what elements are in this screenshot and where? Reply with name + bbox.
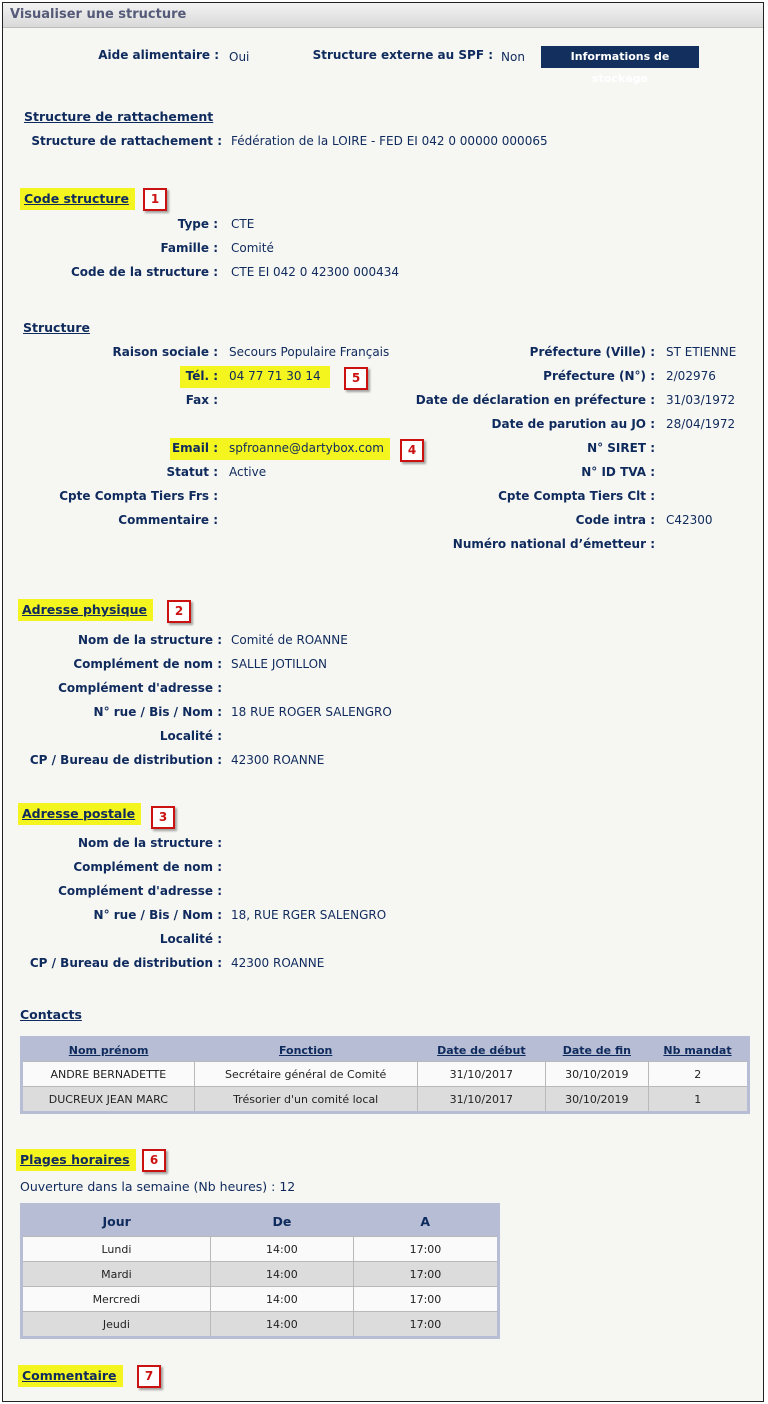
physique-complement-adresse-label: Complément d'adresse : (58, 681, 222, 695)
plage-de: 14:00 (210, 1237, 353, 1262)
code-structure-label: Code de la structure : (70, 265, 218, 279)
section-structure-rattachement: Structure de rattachement (24, 109, 214, 124)
annotation-badge-7: 7 (137, 1365, 161, 1388)
contact-nom: DUCREUX JEAN MARC (22, 1087, 195, 1113)
tel-label: Tél. : (185, 369, 218, 383)
tel-value: 04 77 71 30 14 (229, 369, 321, 383)
raison-sociale-value: Secours Populaire Français (229, 345, 390, 359)
structure-rattachement-label: Structure de rattachement : (31, 134, 222, 148)
section-plages-horaires: Plages horaires (16, 1149, 136, 1171)
section-adresse-postale: Adresse postale (18, 803, 141, 825)
plage-de: 14:00 (210, 1262, 353, 1287)
postale-complement-nom-label: Complément de nom : (73, 860, 222, 874)
plage-a: 17:00 (353, 1312, 498, 1338)
plage-jour: Jeudi (22, 1312, 211, 1338)
contact-nb-mandat: 2 (648, 1062, 748, 1087)
plage-jour: Mercredi (22, 1287, 211, 1312)
cpte-compta-tiers-clt-label: Cpte Compta Tiers Clt : (498, 489, 655, 503)
structure-externe-label: Structure externe au SPF : (312, 48, 493, 62)
code-intra-label: Code intra : (575, 513, 655, 527)
physique-nom-structure-label: Nom de la structure : (77, 633, 222, 647)
aide-alimentaire-value: Oui (229, 50, 250, 64)
contacts-header-fonction[interactable]: Fonction (194, 1038, 417, 1062)
plages-header-de: De (210, 1205, 353, 1237)
contact-date-fin: 30/10/2019 (546, 1062, 648, 1087)
physique-localite-label: Localité : (159, 729, 222, 743)
ouverture-semaine: Ouverture dans la semaine (Nb heures) : 12 (20, 1179, 296, 1194)
contact-date-fin: 30/10/2019 (546, 1087, 648, 1113)
plages-header-a: A (353, 1205, 498, 1237)
email-value: spfroanne@dartybox.com (229, 441, 384, 455)
code-structure-value: CTE EI 042 0 42300 000434 (231, 265, 400, 279)
plage-a: 17:00 (353, 1262, 498, 1287)
section-structure: Structure (23, 320, 90, 335)
type-label: Type : (177, 217, 218, 231)
annotation-badge-3: 3 (151, 806, 175, 829)
plage-a: 17:00 (353, 1287, 498, 1312)
section-contacts: Contacts (20, 1007, 82, 1022)
id-tva-label: N° ID TVA : (581, 465, 655, 479)
postale-cp-label: CP / Bureau de distribution : (29, 956, 222, 970)
contact-fonction: Secrétaire général de Comité (194, 1062, 417, 1087)
email-label: Email : (171, 441, 218, 455)
table-row (22, 1262, 499, 1287)
window-titlebar (3, 3, 763, 28)
aide-alimentaire-label: Aide alimentaire : (98, 48, 219, 62)
annotation-badge-5: 5 (344, 367, 368, 390)
plages-horaires-table (20, 1203, 500, 1339)
physique-rue-value: 18 RUE ROGER SALENGRO (231, 705, 392, 719)
physique-nom-structure-value: Comité de ROANNE (231, 633, 348, 647)
statut-label: Statut : (166, 465, 218, 479)
contact-date-debut: 31/10/2017 (417, 1087, 546, 1113)
contact-nb-mandat: 1 (648, 1087, 748, 1113)
code-intra-value: C42300 (666, 513, 713, 527)
prefecture-ville-value: ST ETIENNE (666, 345, 737, 359)
plage-de: 14:00 (210, 1287, 353, 1312)
window-title: Visualiser une structure (10, 7, 187, 22)
table-row (22, 1087, 749, 1113)
informations-stockage-button[interactable]: Informations de stockage (541, 46, 699, 68)
prefecture-ville-label: Préfecture (Ville) : (529, 345, 655, 359)
structure-view-window (2, 2, 764, 1402)
annotation-badge-2: 2 (167, 600, 191, 623)
famille-label: Famille : (160, 241, 218, 255)
plage-jour: Lundi (22, 1237, 211, 1262)
postale-rue-value: 18, RUE RGER SALENGRO (231, 908, 387, 922)
plages-header-jour: Jour (22, 1205, 211, 1237)
raison-sociale-label: Raison sociale : (112, 345, 218, 359)
section-adresse-physique: Adresse physique (18, 599, 153, 621)
date-declaration-label: Date de déclaration en préfecture : (415, 393, 655, 407)
postale-nom-structure-label: Nom de la structure : (77, 836, 222, 850)
contacts-header-nb-mandat[interactable]: Nb mandat (648, 1038, 748, 1062)
date-declaration-value: 31/03/1972 (666, 393, 736, 407)
cpte-compta-tiers-frs-label: Cpte Compta Tiers Frs : (59, 489, 218, 503)
plage-a: 17:00 (353, 1237, 498, 1262)
date-parution-jo-label: Date de parution au JO : (491, 417, 655, 431)
plage-de: 14:00 (210, 1312, 353, 1338)
siret-label: N° SIRET : (587, 441, 655, 455)
section-commentaire: Commentaire (18, 1365, 123, 1387)
date-parution-jo-value: 28/04/1972 (666, 417, 736, 431)
numero-emetteur-label: Numéro national d’émetteur : (452, 537, 655, 551)
prefecture-numero-value: 2/02976 (666, 369, 716, 383)
table-row (22, 1237, 499, 1262)
contact-nom: ANDRE BERNADETTE (22, 1062, 195, 1087)
physique-cp-value: 42300 ROANNE (231, 753, 325, 767)
table-row (22, 1287, 499, 1312)
section-code-structure: Code structure (20, 188, 135, 210)
structure-externe-value: Non (501, 50, 525, 64)
contacts-header-nom[interactable]: Nom prénom (22, 1038, 195, 1062)
physique-cp-label: CP / Bureau de distribution : (29, 753, 222, 767)
structure-rattachement-value: Fédération de la LOIRE - FED EI 042 0 00000 000065 (231, 134, 548, 148)
table-row (22, 1062, 749, 1087)
plage-jour: Mardi (22, 1262, 211, 1287)
contact-fonction: Trésorier d'un comité local (194, 1087, 417, 1113)
table-row (22, 1312, 499, 1338)
contacts-header-date-debut[interactable]: Date de début (417, 1038, 546, 1062)
prefecture-numero-label: Préfecture (N°) : (543, 369, 655, 383)
annotation-badge-6: 6 (142, 1149, 166, 1172)
contact-date-debut: 31/10/2017 (417, 1062, 546, 1087)
fax-label: Fax : (185, 393, 218, 407)
type-value: CTE (231, 217, 255, 231)
annotation-badge-4: 4 (400, 439, 424, 462)
physique-complement-nom-label: Complément de nom : (73, 657, 222, 671)
postale-rue-label: N° rue / Bis / Nom : (93, 908, 222, 922)
commentaire-label: Commentaire : (118, 513, 218, 527)
statut-value: Active (229, 465, 267, 479)
contacts-header-date-fin[interactable]: Date de fin (546, 1038, 648, 1062)
physique-rue-label: N° rue / Bis / Nom : (93, 705, 222, 719)
contacts-table (20, 1036, 750, 1114)
annotation-badge-1: 1 (143, 188, 167, 211)
physique-complement-nom-value: SALLE JOTILLON (231, 657, 328, 671)
postale-complement-adresse-label: Complément d'adresse : (58, 884, 222, 898)
famille-value: Comité (231, 241, 274, 255)
postale-cp-value: 42300 ROANNE (231, 956, 325, 970)
postale-localite-label: Localité : (159, 932, 222, 946)
